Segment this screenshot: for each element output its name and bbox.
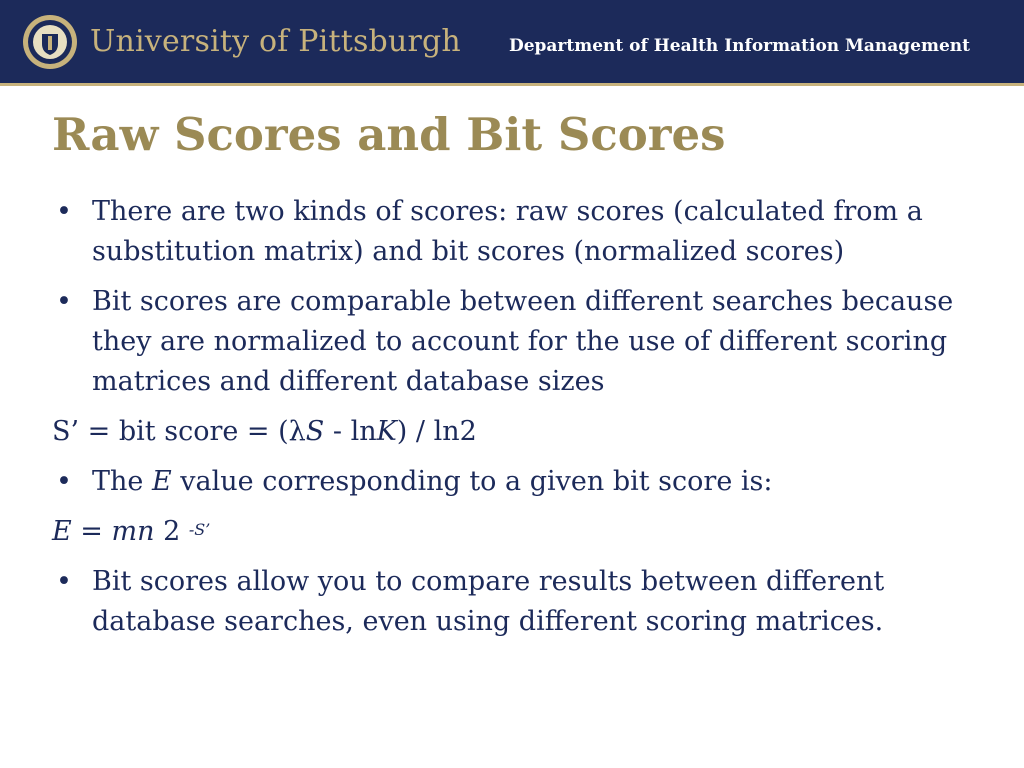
- formula-part: - ln: [324, 416, 377, 447]
- slide-title: Raw Scores and Bit Scores: [52, 108, 726, 161]
- formula-K: K: [376, 416, 397, 447]
- bullet-text-part: The: [92, 466, 152, 497]
- bullet-text: [92, 466, 772, 497]
- bullet-item: [52, 192, 982, 272]
- bullet-text: Bit scores are comparable between different searches because they are normalized to account for the use of different scoring matrices and different database sizes: [92, 286, 954, 397]
- bit-score-formula: [52, 412, 982, 452]
- header-bar: [0, 0, 1024, 86]
- e-value-formula: [52, 512, 982, 552]
- formula-lambda: λ: [288, 416, 306, 447]
- bullet-text-part: value corresponding to a given bit score is:: [171, 466, 773, 497]
- formula-part: =: [71, 516, 112, 547]
- bullet-item: [52, 562, 982, 642]
- formula-E: E: [52, 516, 72, 547]
- university-seal-icon: [22, 14, 78, 70]
- formula-part: ) / ln2: [396, 416, 477, 447]
- formula-part: S’ = bit score = (: [52, 416, 289, 447]
- bullet-item: [52, 462, 982, 502]
- bullet-dot-icon: •: [56, 286, 72, 317]
- formula-exponent: -S’: [188, 520, 211, 539]
- formula-mn: mn: [111, 516, 155, 547]
- slide-content: [52, 192, 982, 652]
- university-name: University of Pittsburgh: [90, 24, 461, 59]
- bullet-dot-icon: •: [56, 196, 72, 227]
- formula-part: 2: [154, 516, 189, 547]
- bullet-text: Bit scores allow you to compare results between different database searches, even using different scoring matrices.: [92, 566, 885, 637]
- bullet-dot-icon: •: [56, 566, 72, 597]
- bullet-text-E: E: [151, 466, 172, 497]
- bullet-dot-icon: •: [56, 466, 72, 497]
- bullet-text: There are two kinds of scores: raw scores (calculated from a substitution matrix) and bit scores (normalized scores): [92, 196, 923, 267]
- bullet-item: [52, 282, 982, 402]
- department-name: Department of Health Information Management: [508, 36, 970, 56]
- formula-S: S: [305, 416, 325, 447]
